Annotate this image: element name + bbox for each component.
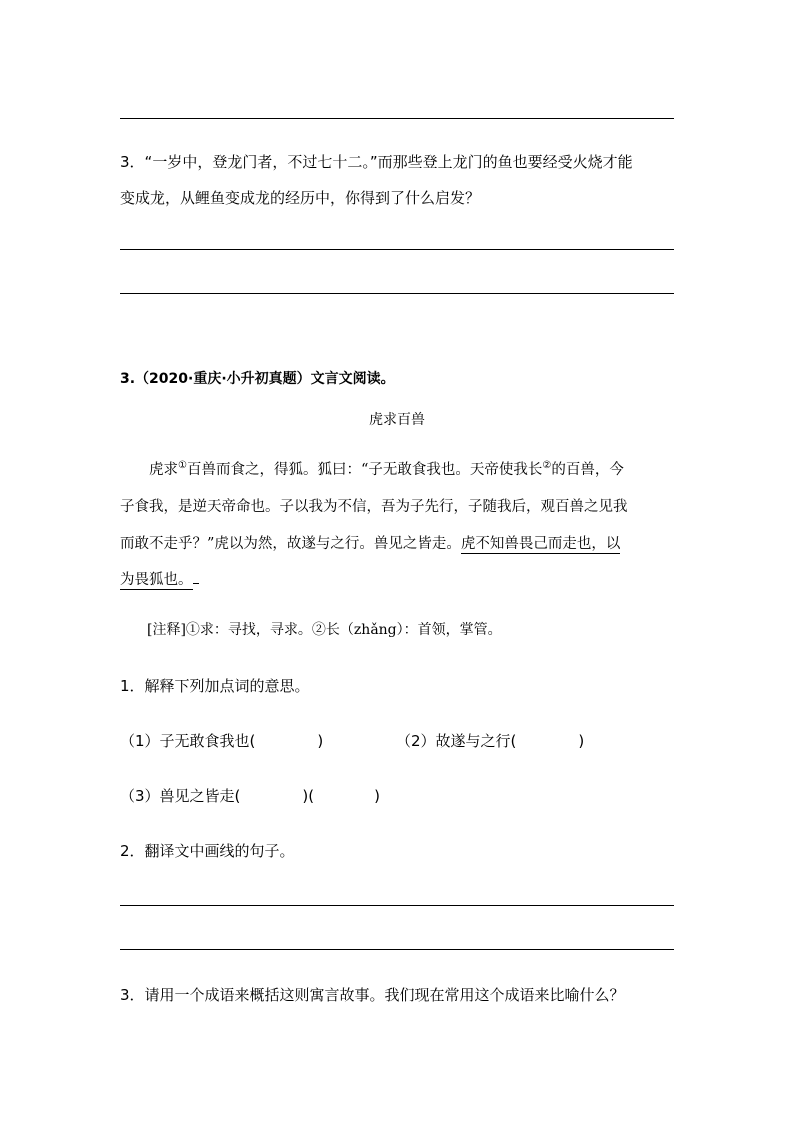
passage-line: 而敢不走乎？”虎以为然，故遂与之行。兽见之皆走。虎不知兽畏己而走也，以 bbox=[120, 536, 621, 552]
question-text: 3．请用一个成语来概括这则寓言故事。我们现在常用这个成语来比喻什么？ bbox=[120, 986, 625, 1004]
question-text: 2．翻译文中画线的句子。 bbox=[120, 842, 295, 860]
question-text: 3．“一岁中，登龙门者，不过七十二。”而那些登上龙门的鱼也要经受火烧才能 bbox=[120, 153, 633, 171]
question-text: 变成龙，从鲤鱼变成龙的经历中，你得到了什么启发？ bbox=[120, 189, 481, 207]
passage-title: 虎求百兽 bbox=[369, 412, 425, 428]
passage-line: 虎求①百兽而食之，得狐。狐曰：“子无敢食我也。天帝使我长②的百兽，今 bbox=[149, 460, 624, 478]
fill-in-row: （3）兽见之皆走( )( ) bbox=[120, 787, 380, 805]
underlined-sentence: 为畏狐也。 bbox=[120, 572, 193, 588]
answer-line bbox=[120, 293, 674, 294]
footnote-marker: ① bbox=[178, 460, 187, 472]
section-heading: 3.（2020·重庆·小升初真题）文言文阅读。 bbox=[120, 371, 395, 387]
answer-line bbox=[120, 949, 674, 950]
answer-line bbox=[120, 249, 674, 250]
footnote-marker: ② bbox=[542, 460, 552, 472]
underlined-sentence: 虎不知兽畏己而走也，以 bbox=[460, 536, 621, 552]
passage-line bbox=[120, 570, 680, 590]
annotation-note: [注释]①求：寻找，寻求。②长（zhǎng）：首领，掌管。 bbox=[147, 622, 502, 638]
answer-line bbox=[120, 118, 674, 119]
question-text: 1．解释下列加点词的意思。 bbox=[120, 677, 310, 695]
fill-in-row: （2）故遂与之行( ) bbox=[396, 732, 585, 750]
answer-line bbox=[120, 905, 674, 906]
passage-line: 子食我，是逆天帝命也。子以我为不信，吾为子先行，子随我后，观百兽之见我 bbox=[120, 499, 628, 515]
fill-in-row: （1）子无敢食我也( ) bbox=[120, 732, 324, 750]
